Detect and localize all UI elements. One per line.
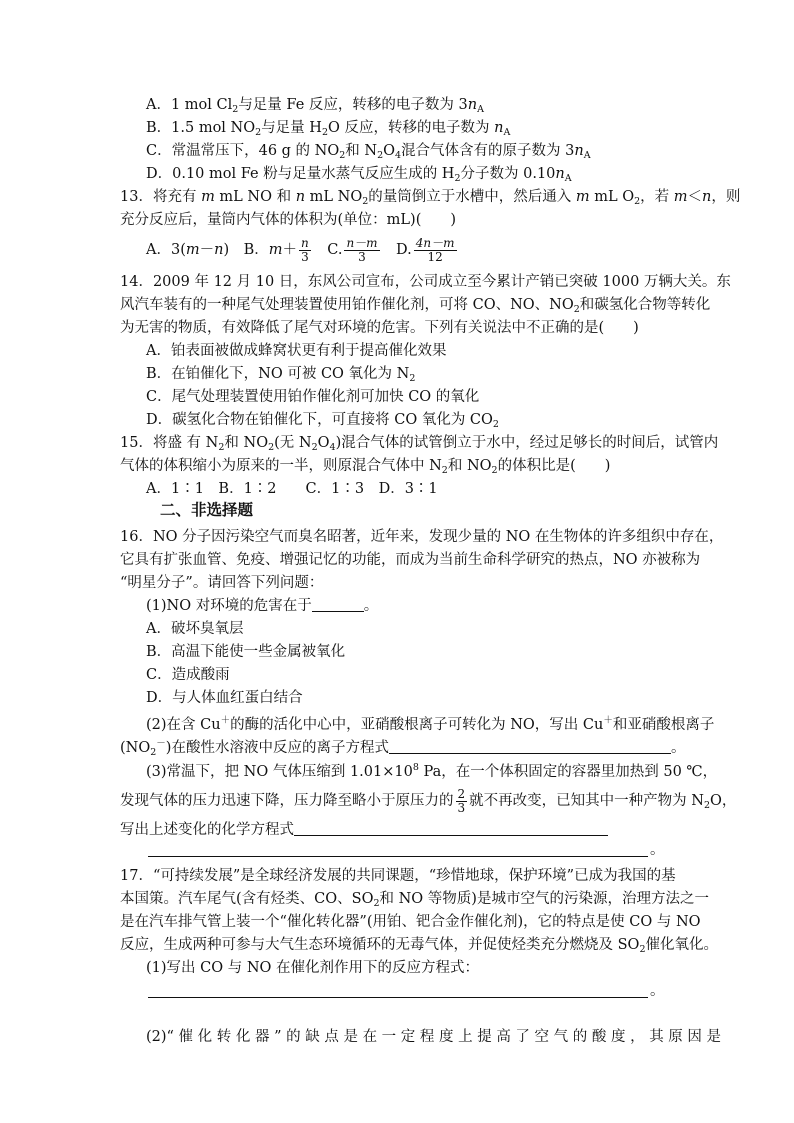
fraction-two-thirds: $\frac{2}{3}$	[457, 786, 466, 815]
q12-option-d: D．0.10 mol Fe 粉与足量水蒸气反应生成的 $H_2$分子数为 $0.10n_A$	[146, 166, 572, 184]
q16-stem-line1: 16．NO 分子因污染空气而臭名昭著，近年来，发现少量的 NO 在生物体的许多组织中存在，	[120, 529, 724, 545]
answer-blank-line	[148, 997, 648, 998]
section-heading: 二、非选择题	[160, 501, 254, 519]
q16-part2-line1: (2)在含 Cu＋的酶的活化中心中，亚硝酸根离子可转化为 NO，写出 Cu＋和亚硝酸根离子	[146, 715, 715, 733]
answer-blank	[389, 739, 671, 754]
q17-stem-line4: 反应，生成两种可参与大气生态环境循环的无毒气体，并促使烃类充分燃烧及 $SO_2$催化氧化。	[120, 937, 718, 955]
answer-blank-line	[148, 856, 648, 857]
q14-option-a: A．铂表面被做成蜂窝状更有利于提高催化效果	[146, 343, 447, 359]
q16-stem-line2: 它具有扩张血管、免疫、增强记忆的功能，而成为当前生命科学研究的热点，NO 亦被称为	[120, 552, 701, 568]
q13-stem-line1: 13．将充有 m mL NO 和 n mL $NO_2$的量筒倒立于水槽中，然后通入 m mL $O_2$，若 m＜n，则	[120, 189, 741, 207]
q13-fraction-b: $\frac{n}{3}$	[301, 235, 309, 264]
q14-stem-line2: 风汽车装有的一种尾气处理装置使用铂作催化剂，可将 CO、NO、$NO_2$和碳氢化合物等转化	[120, 297, 711, 315]
q15-stem-line1: 15．将盛 有 $N_2$和 $NO_2$(无 $N_2O_4$)混合气体的试管倒立于水中，经过足够长的时间后，试管内	[120, 435, 719, 453]
q16-option-c: C．造成酸雨	[146, 667, 230, 683]
q14-stem-line3: 为无害的物质，有效降低了尾气对环境的危害。下列有关说法中不正确的是( )	[120, 320, 639, 336]
q13-stem-line2: 充分反应后，量筒内气体的体积为(单位：mL)( )	[120, 212, 457, 228]
q14-option-b: B．在铂催化下，NO 可被 CO 氧化为 $N_2$	[146, 366, 416, 384]
answer-blank	[312, 597, 364, 612]
q16-stem-line3: “明星分子”。请回答下列问题：	[120, 575, 324, 591]
q14-stem-line1: 14．2009 年 12 月 10 日，东风公司宣布，公司成立至今累计产销已突破 1000 万辆大关。东	[120, 274, 731, 290]
q14-option-d: D．碳氢化合物在铂催化下，可直接将 CO 氧化为 $CO_2$	[146, 412, 499, 430]
q17-stem-line2: 本国策。汽车尾气(含有烃类、CO、$SO_2$和 NO 等物质)是城市空气的污染源，治理方法之一	[120, 891, 709, 909]
q16-part3-line1: (3)常温下，把 NO 气体压缩到 $1.01\times 10^8$ Pa，在一个体积固定的容器里加热到 50 ℃，	[146, 762, 718, 780]
q17-part1-period: 。	[650, 983, 665, 999]
q16-part3-period: 。	[650, 842, 665, 858]
q14-option-c: C．尾气处理装置使用铂作催化剂可加快 CO 的氧化	[146, 389, 480, 405]
q12-option-a: A．1 mol $Cl_2$与足量 Fe 反应，转移的电子数为 $3n_A$	[146, 97, 484, 115]
q17-stem-line1: 17．“可持续发展”是全球经济发展的共同课题，“珍惜地球，保护环境”已成为我国的基	[120, 868, 676, 884]
q13-fraction-d: $\frac{4n-m}{12}$	[415, 235, 455, 264]
q17-stem-line3: 是在汽车排气管上装一个“催化转化器”(用铂、钯合金作催化剂)，它的特点是使 CO 与 NO	[120, 914, 701, 930]
q16-option-b: B．高温下能使一些金属被氧化	[146, 644, 346, 660]
q17-part2: (2)“ 催 化 转 化 器 ” 的 缺 点 是 在 一 定 程 度 上 提 高 了 空 气 的 酸 度 ， 其 原 因 是	[146, 1029, 722, 1045]
q16-part3-line2: 发现气体的压力迅速下降，压力降至略小于原压力的 $\frac{2}{3}$ 就不再改变，已知其中一种产物为 $N_2O$，	[120, 786, 737, 815]
q15-stem-line2: 气体的体积缩小为原来的一半，则原混合气体中 $N_2$和 $NO_2$的体积比是( )	[120, 458, 611, 476]
q13-fraction-c: $\frac{n-m}{3}$	[346, 235, 378, 264]
q12-option-c: C．常温常压下，46 g 的 $NO_2$和 $N_2O_4$混合气体含有的原子数为 $3n_A$	[146, 143, 591, 161]
q16-option-d: D．与人体血红蛋白结合	[146, 690, 303, 706]
q13-options: A．3(m－n) B．m＋ $\frac{n}{3}$ C. $\frac{n-m}{3}$ D. $\frac{4n-m}{12}$	[146, 235, 455, 264]
q15-options: A．1∶1 B．1∶2 C．1∶3 D．3∶1	[146, 481, 438, 497]
q12-option-b: B．1.5 mol $NO_2$与足量 $H_2O$ 反应，转移的电子数为 $n_A$	[146, 120, 511, 138]
q16-part2-line2: $(NO_2^-)$在酸性水溶液中反应的离子方程式 。	[120, 738, 686, 758]
q16-option-a: A．破坏臭氧层	[146, 621, 244, 637]
q16-part3-line3: 写出上述变化的化学方程式	[120, 820, 680, 840]
q17-part1: (1)写出 CO 与 NO 在催化剂作用下的反应方程式：	[146, 960, 480, 976]
q16-part1: (1)NO 对环境的危害在于 。	[146, 598, 379, 614]
answer-blank	[294, 821, 608, 836]
